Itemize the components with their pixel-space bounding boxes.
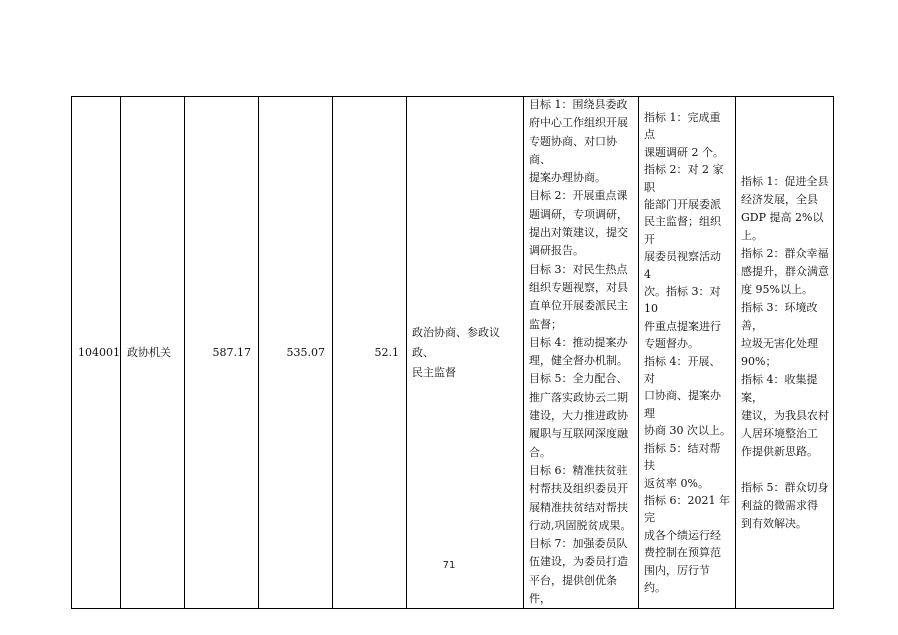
function-text: 政治协商、参政议政、 民主监督 bbox=[412, 325, 500, 379]
project-budget-cell: 52.1 bbox=[333, 97, 407, 609]
total-budget-cell: 587.17 bbox=[185, 97, 259, 609]
effects-cell bbox=[736, 97, 834, 609]
performance-table bbox=[71, 96, 834, 609]
effects-text: 指标 1：促进全县 经济发展，全县 GDP 提高 2%以上。 指标 2：群众幸福 感提升，群众满意 度 95%以上。 指标 3：环境改善， 垃圾无害化处理 90%； 指标 4：收集提案， 建议，为我县农村 人居环境整治工 作提供新思路。 指标 5：群众切身 利益的微需求得 到有效解决。 bbox=[741, 174, 829, 530]
goals-text: 目标 1：围绕县委政 府中心工作组织开展 专题协商、对口协商、 提案办理协商。 目标 2：开展重点课 题调研，专项调研， 提出对策建议，提交 调研报告。 目标 3：对民生热点 组织专题视察，对县 直单位开展委派民主 监督； 目标 4：推动提案办 理，健全督办机制。 目标 5：全力配合、 推广落实政协云二期 建设，大力推进政协 履职与互联网深度融 合。 目标 6：精准扶贫驻 村帮扶及组织委员开 展精准扶贫结对帮扶 行动,巩固脱贫成果。 目标 7：加强委员队 伍建设，为委员打造 平台，提供创优条件， bbox=[529, 98, 632, 606]
table-row bbox=[72, 97, 834, 609]
indicators-text: 指标 1：完成重点 课题调研 2 个。 指标 2：对 2 家职 能部门开展委派 民主监督；组织开 展委员视察活动 4 次。指标 3：对 10 件重点提案进行 专题督办。 指标 4：开展、对 口协商、提案办理 协商 30 次以上。 指标 5：结对帮扶 返贫率 0%。 指标 6：2021 年完 成各个绩运行经 费控制在预算范 围内，厉行节约。 bbox=[644, 110, 731, 594]
goals-cell bbox=[524, 97, 639, 609]
page-number: 71 bbox=[442, 560, 456, 571]
unit-name-cell: 政协机关 bbox=[121, 97, 185, 609]
indicators-cell bbox=[639, 97, 736, 609]
function-cell bbox=[407, 97, 524, 609]
unit-code-cell: 104001 bbox=[72, 97, 121, 609]
basic-budget-cell: 535.07 bbox=[259, 97, 333, 609]
